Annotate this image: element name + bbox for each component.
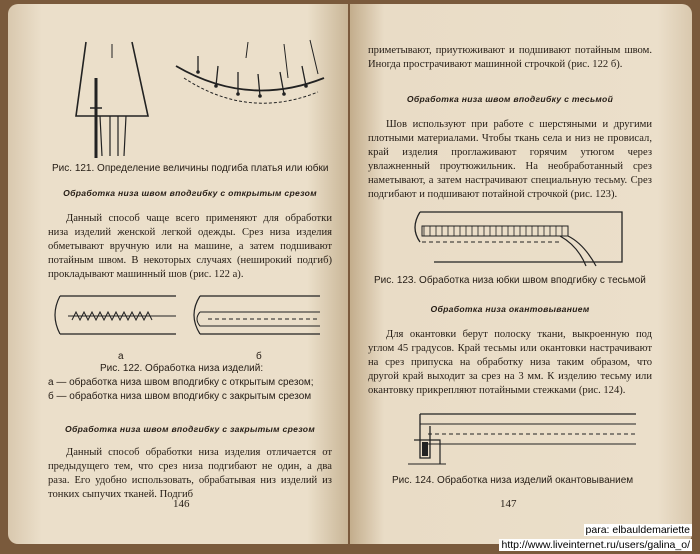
- section-heading-binding: Обработка низа окантовыванием: [430, 304, 590, 314]
- figure-122-caption-title: Рис. 122. Обработка низа изделий:: [100, 363, 264, 374]
- paragraph-continued: приметывают, приутюживают и подшивают потайным швом. Иногда прострачивают машинной строчкой (рис. 122 б).: [368, 45, 652, 70]
- figure-121-caption: Рис. 121. Определение величины подгиба платья или юбки: [52, 163, 329, 174]
- figure-122-caption-a: а — обработка низа швом вподгибку с открытым срезом;: [48, 377, 314, 388]
- paragraph-open-hem: Данный способ чаще всего применяют для обработки низа изделий женской легкой одежды. Срез низа изделия обметывают вручную или на машине, а затем подшивают потайным швом. В некоторых случаях (неширокий подгиб) прокладывают машинный шов (рис. 122 а).: [48, 213, 332, 280]
- credit-line: para: elbauldemariette: [585, 524, 690, 536]
- figure-124-drawing: [400, 406, 640, 472]
- figure-123-drawing: [410, 206, 630, 270]
- book-spread: [8, 4, 692, 544]
- figure-123-caption: Рис. 123. Обработка низа юбки швом вподгибку с тесьмой: [374, 275, 646, 286]
- page-number-right: 147: [500, 498, 517, 510]
- figure-124: [400, 406, 640, 472]
- source-url[interactable]: http://www.liveinternet.ru/users/galina_o/: [501, 539, 690, 551]
- figure-121-drawing: [48, 38, 330, 158]
- figure-123: [410, 206, 630, 270]
- figure-121: [48, 38, 330, 158]
- figure-122-label-a: а: [118, 351, 124, 362]
- figure-124-caption: Рис. 124. Обработка низа изделий окантовыванием: [392, 475, 634, 486]
- figure-122: [48, 290, 332, 350]
- section-heading-open-hem: Обработка низа швом вподгибку с открытым срезом: [63, 188, 317, 198]
- right-page: [350, 4, 692, 544]
- figure-122-label-b: б: [256, 351, 262, 362]
- paragraph-binding: Для окантовки берут полоску ткани, выкроенную под углом 45 градусов. Край тесьмы или окантовки настрачивают на срез припуска на обработку низа таким образом, что другой край выходит за срез на 3 мм. К изделию тесьму или окантовку прикрепляют потайными стежками (рис. 124).: [368, 329, 652, 396]
- paragraph-tape-hem: Шов используют при работе с шерстяными и другими плотными материалами. Чтобы ткань села и низ не провисал, край изделия проглаживают горячим утюгом через увлажненный проутюжильник. На необработанный срез наметывают, а затем настрачивают специальную тесьму. Срез подгибают и подшивают потайной строчкой (рис. 123).: [368, 119, 652, 200]
- figure-122-caption-b: б — обработка низа швом вподгибку с закрытым срезом: [48, 391, 312, 402]
- paragraph-closed-hem: Данный способ обработки низа изделия отличается от предыдущего тем, что срез низа подгибают не один, а два раза. Его удобно использовать, обрабатывая низ изделий из тонких сыпучих тканей. Подгиб: [48, 447, 332, 500]
- page-number-left: 146: [173, 498, 190, 510]
- section-heading-tape-hem: Обработка низа швом вподгибку с тесьмой: [406, 94, 614, 104]
- section-heading-closed-hem: Обработка низа швом вподгибку с закрытым срезом: [64, 424, 316, 434]
- left-page: [8, 4, 348, 544]
- figure-122-drawing: [48, 290, 332, 350]
